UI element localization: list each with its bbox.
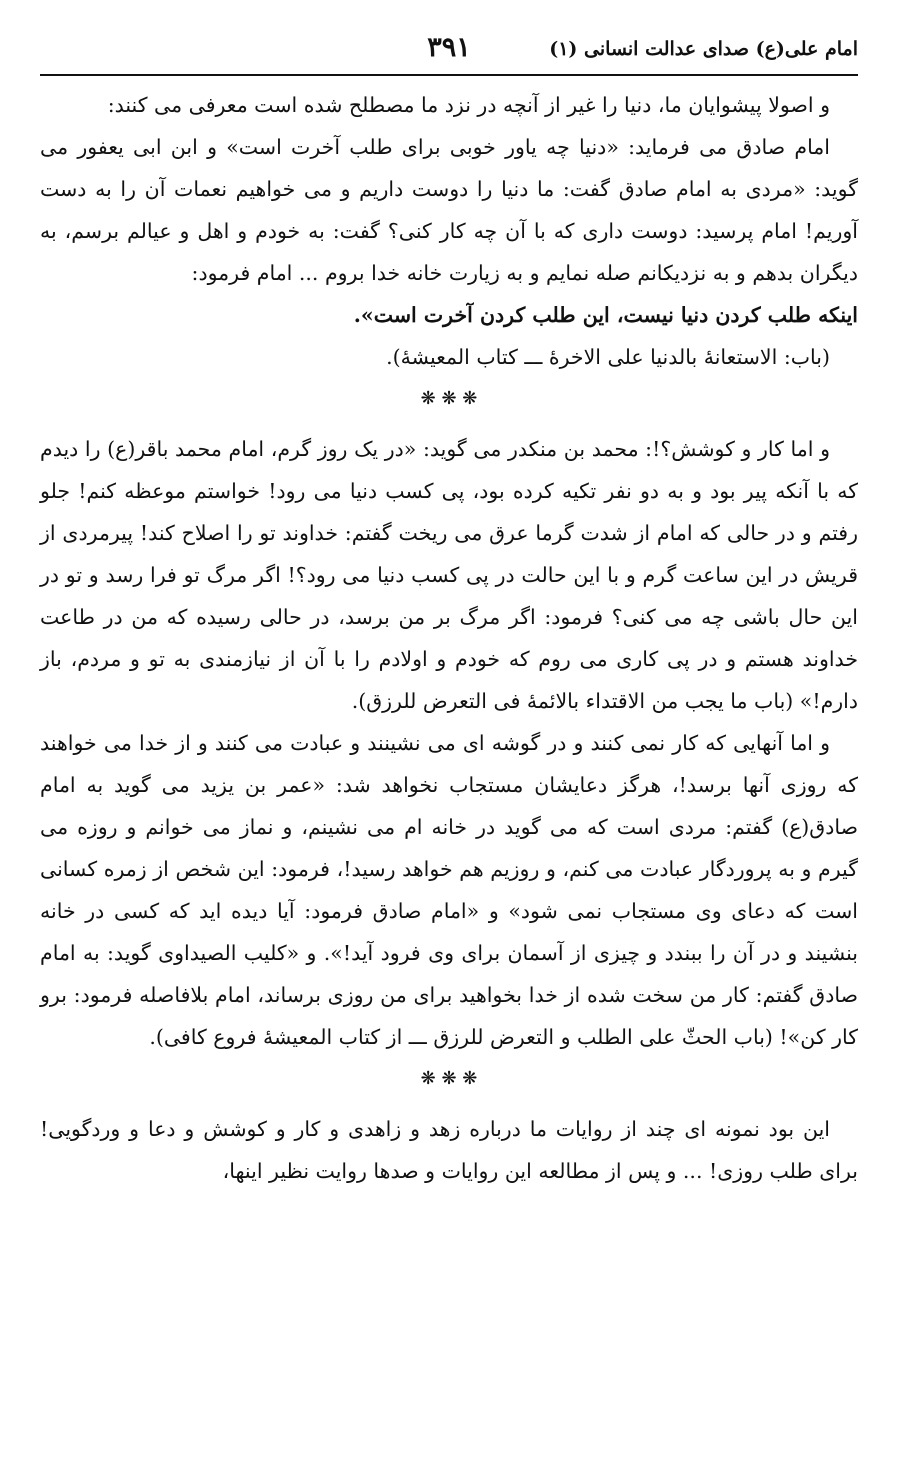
source-reference: (باب: الاستعانهٔ بالدنیا علی الاخرهٔ ـــ کتاب المعیشهٔ).	[386, 345, 830, 369]
page-number: ۳۹۱	[427, 32, 471, 63]
paragraph-imam-sadiq: امام صادق می فرماید: «دنیا چه یاور خوبی برای طلب آخرت است» و ابن ابی یعفور می گوید: «مردی به امام صادق گفت: ما دنیا را دوست داریم و می خواهیم نعمات آن را به دست آوریم! امام پرسید: دوست داری که با آن چه کار کنی؟ گفت: به خودم و اهل و عیالم برسم، به دیگران بدهم و به نزدیکانم صله نمایم و به زیارت خانه خدا بروم ... امام فرمود:	[40, 135, 858, 285]
section-separator: ❋ ❋ ❋	[420, 388, 478, 409]
section-separator: ❋ ❋ ❋	[420, 1068, 478, 1089]
page-body	[40, 76, 858, 1192]
bold-quote: اینکه طلب کردن دنیا نیست، این طلب کردن آخرت است».	[353, 303, 858, 327]
paragraph-conclusion: این بود نمونه ای چند از روایات ما درباره زهد و زاهدی و کار و کوشش و دعا و وردگویی! برای طلب روزی! ... و پس از مطالعه این روایات و صدها روایت نظیر اینها،	[40, 1117, 858, 1183]
paragraph-those-not-working: و اما آنهایی که کار نمی کنند و در گوشه ای می نشینند و عبادت می کنند و از خدا می خواهند که روزی آنها برسد!، هرگز دعایشان مستجاب نخواهد شد: «عمر بن یزید می گوید به امام صادق(ع) گفتم: مردی است که می گوید در خانه ام می نشینم، و نماز می خوانم و روزه می گیرم و به پروردگار عبادت می کنم، و روزیم هم خواهد رسید!، فرمود: این شخص از زمره کسانی است که دعای وی مستجاب نمی شود» و «امام صادق فرمود: آیا دیده اید که کسی در خانه بنشیند و در آن را ببندد و چیزی از آسمان برای وی فرود آید!». و «کلیب الصیداوی گوید: به امام صادق گفتم: کار من سخت شده از خدا بخواهید برای من روزی برساند، امام بلافاصله فرمود: برو کار کن»! (باب الحثّ علی الطلب و التعرض للرزق ـــ از کتاب المعیشهٔ فروع کافی).	[40, 731, 858, 1049]
paragraph-intro: و اصولا پیشوایان ما، دنیا را غیر از آنچه در نزد ما مصطلح شده است معرفی می کنند:	[107, 93, 830, 117]
running-title: امام علی(ع) صدای عدالت انسانی (۱)	[549, 38, 858, 60]
page-header	[40, 30, 858, 76]
paragraph-work-effort: و اما کار و کوشش؟!: محمد بن منکدر می گوید: «در یک روز گرم، امام محمد باقر(ع) را دیدم که با آنکه پیر بود و به دو نفر تکیه کرده بود، پی کسب دنیا می رود! خواستم موعظه کنم! جلو رفتم و در حالی که امام از شدت گرما عرق می ریخت گفتم: خداوند تو را اصلاح کند! پیرمردی از قریش در این ساعت گرم و با این حالت در پی کسب دنیا می رود؟! اگر مرگ تو فرا رسد و تو در این حال باشی چه می کنی؟ فرمود: اگر مرگ بر من برسد، در حالی رسیده که من در طاعت خداوند هستم و در پی کاری می روم که خودم و اولادم را با آن از نیازمندی به تو و مردم، باز دارم!» (باب ما یجب من الاقتداء بالائمهٔ فی التعرض للرزق).	[40, 437, 858, 713]
